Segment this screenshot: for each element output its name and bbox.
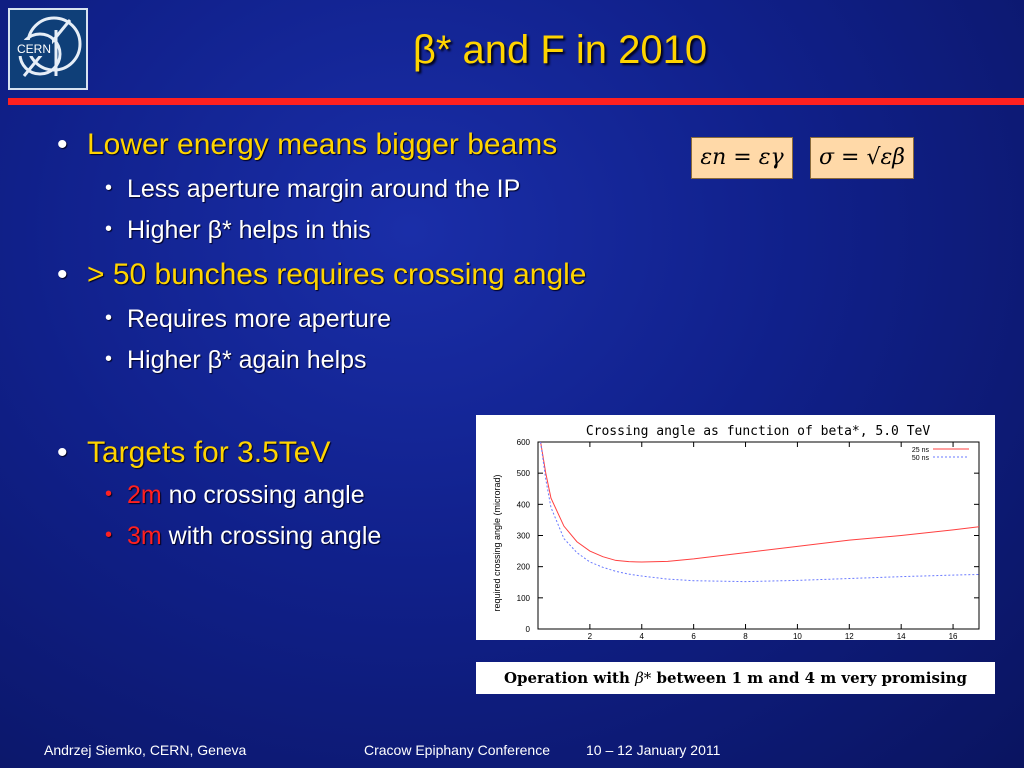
bullet-dot: • [105, 218, 113, 240]
bullet-2 [57, 258, 587, 292]
y-tick-label: 600 [516, 438, 530, 447]
x-tick-label: 12 [844, 632, 854, 640]
slide-title: β* and F in 2010 [412, 28, 708, 72]
bullet-3 [57, 436, 331, 470]
bullet-2-1-text: Requires more aperture [127, 305, 392, 333]
legend-label: 50 ns [911, 455, 929, 462]
bullet-1-2 [105, 216, 371, 245]
x-tick-label: 8 [743, 632, 748, 640]
x-tick-label: 6 [691, 632, 696, 640]
bullet-3-2 [105, 522, 382, 551]
bullet-3-1 [105, 481, 365, 510]
formula-emittance: εn = εγ [691, 137, 793, 179]
chart-caption [476, 662, 995, 694]
bullet-1-1-text: Less aperture margin around the IP [127, 175, 521, 203]
footer-dates: 10 – 12 January 2011 [586, 742, 721, 758]
bullet-2-2 [105, 346, 367, 375]
bullet-3-2-highlight: 3m [127, 522, 162, 550]
chart-title: Crossing angle as function of beta*, 5.0 TeV [585, 424, 931, 439]
x-tick-label: 14 [896, 632, 906, 640]
y-tick-label: 200 [516, 562, 530, 572]
caption-text-after: between 1 m and 4 m very promising [651, 669, 968, 687]
bullet-1 [57, 128, 558, 162]
bullet-dot: • [105, 177, 113, 199]
bullet-2-1 [105, 305, 392, 334]
bullet-2-2-text: Higher β* again helps [127, 346, 367, 374]
bullet-3-text: Targets for 3.5TeV [87, 436, 331, 469]
bullet-3-1-text: no crossing angle [161, 481, 365, 509]
series-line-50-ns [541, 442, 979, 582]
bullet-2-text: > 50 bunches requires crossing angle [87, 258, 587, 291]
bullet-dot: • [57, 436, 68, 469]
x-tick-label: 2 [587, 632, 593, 640]
bullet-dot: • [105, 524, 113, 546]
formula-beam-size: σ = √εβ [810, 137, 914, 179]
footer-author: Andrzej Siemko, CERN, Geneva [44, 742, 247, 758]
footer-conference: Cracow Epiphany Conference [364, 742, 550, 758]
chart-y-axis-label: required crossing angle (microrad) [492, 474, 502, 612]
bullet-dot: • [105, 348, 113, 370]
bullet-1-2-text: Higher β* helps in this [127, 216, 371, 244]
bullet-dot: • [105, 307, 113, 329]
y-tick-label: 100 [516, 593, 530, 603]
bullet-dot: • [105, 483, 113, 505]
logo-text: CERN [16, 42, 52, 56]
crossing-angle-chart [476, 415, 995, 640]
bullet-1-text: Lower energy means bigger beams [87, 128, 558, 161]
bullet-dot: • [57, 128, 68, 161]
caption-text-before: Operation with [503, 669, 636, 687]
bullet-3-2-text: with crossing angle [161, 522, 382, 550]
bullet-3-1-highlight: 2m [127, 481, 162, 509]
y-tick-label: 300 [516, 531, 530, 541]
x-tick-label: 10 [792, 632, 802, 640]
x-tick-label: 4 [639, 632, 644, 640]
bullet-1-1 [105, 175, 521, 204]
bullet-dot: • [57, 258, 68, 291]
x-tick-label: 16 [948, 632, 958, 640]
caption-beta-symbol: β* [635, 669, 652, 687]
y-tick-label: 500 [516, 469, 530, 479]
legend-label: 25 ns [911, 447, 929, 454]
chart-svg [476, 415, 995, 640]
plot-frame [538, 442, 979, 629]
title-rule [8, 98, 1024, 105]
y-tick-label: 400 [516, 500, 530, 510]
y-tick-label: 0 [525, 625, 530, 634]
